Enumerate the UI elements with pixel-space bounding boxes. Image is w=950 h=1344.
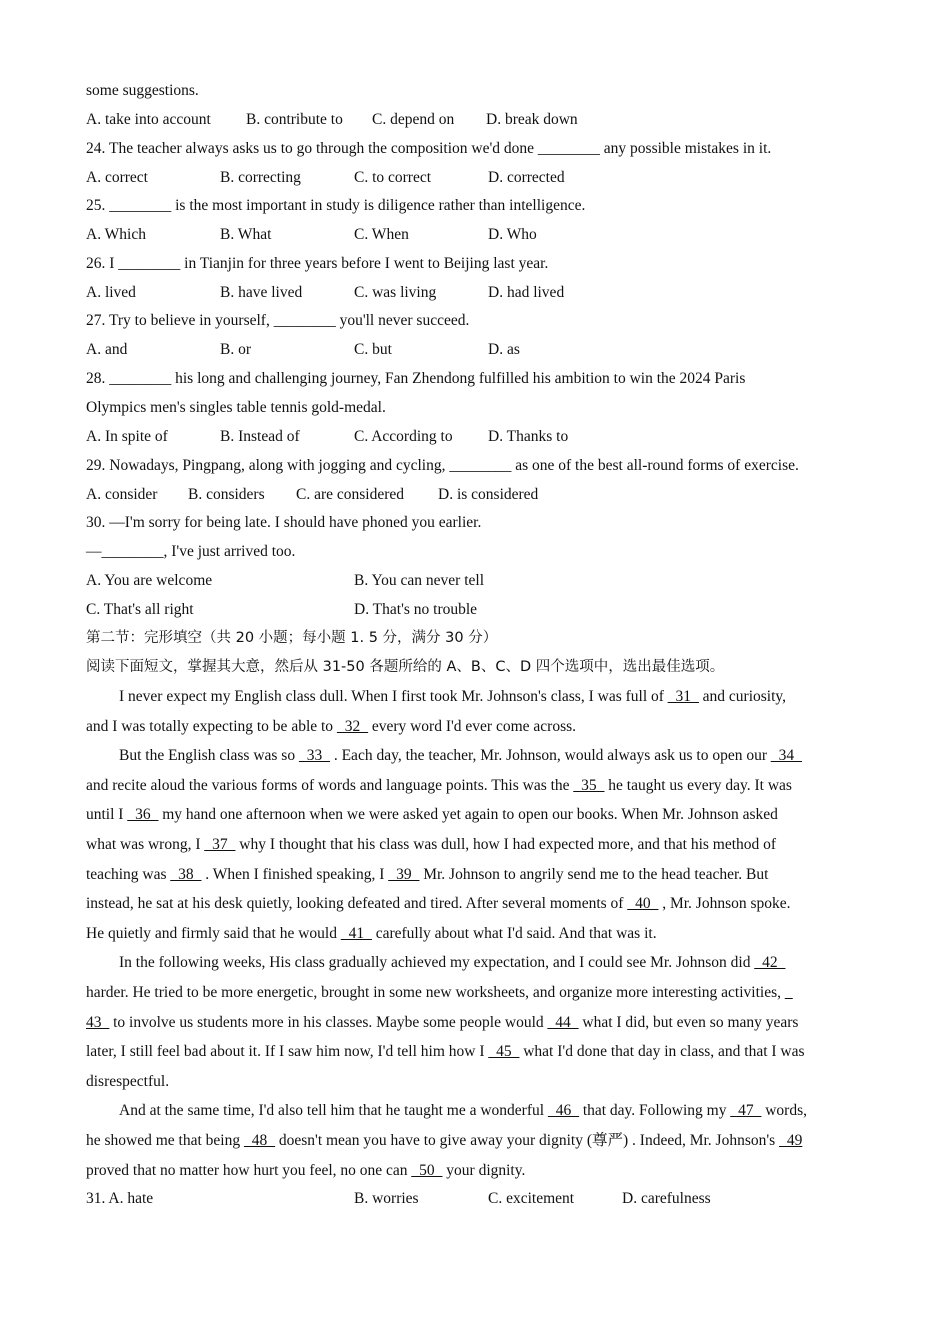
blank-31: _31_ — [667, 688, 699, 705]
section-instruction: 阅读下面短文，掌握其大意，然后从 31-50 各题所给的 A、B、C、D 四个选项中，选出最佳选项。 — [86, 659, 725, 675]
blank-36: _36_ — [127, 806, 159, 823]
blank-47: _47_ — [730, 1102, 762, 1119]
q28-option-b: B. Instead of — [220, 428, 300, 445]
q26-option-c: C. was living — [354, 284, 437, 301]
q31-option-b: B. worries — [354, 1190, 419, 1207]
q24-option-a: A. correct — [86, 169, 148, 186]
blank-42: _42_ — [754, 954, 786, 971]
q30-option-c: C. That's all right — [86, 601, 194, 618]
q26-option-d: D. had lived — [488, 284, 565, 301]
blank-39: _39_ — [388, 866, 420, 883]
q30-stem-line1: 30. —I'm sorry for being late. I should have phoned you earlier. — [86, 514, 482, 531]
q29-stem: 29. Nowadays, Pingpang, along with jogging and cycling, ________ as one of the best all-round forms of exercise. — [86, 457, 799, 474]
q27-option-d: D. as — [488, 341, 520, 358]
blank-43: 43_ — [86, 1014, 110, 1031]
blank-50: _50_ — [411, 1162, 443, 1179]
passage-line: disrespectful. — [86, 1073, 170, 1090]
blank-43-start: _ — [784, 984, 793, 1001]
section-title: 第二节：完形填空（共 20 小题；每小题 1. 5 分，满分 30 分） — [86, 630, 498, 646]
q28-option-c: C. According to — [354, 428, 453, 445]
q31-option-a: 31. A. hate — [86, 1190, 154, 1207]
passage-line: 43_ to involve us students more in his classes. Maybe some people would _44_ what I did, but even so many years — [86, 1014, 799, 1031]
passage-line: proved that no matter how hurt you feel, no one can _50_ your dignity. — [86, 1162, 526, 1179]
blank-38: _38_ — [170, 866, 202, 883]
blank-44: _44_ — [547, 1014, 579, 1031]
q23-option-a: A. take into account — [86, 111, 211, 128]
q25-option-b: B. What — [220, 226, 272, 243]
passage-line: later, I still feel bad about it. If I saw him now, I'd tell him how I _45_ what I'd done that day in class, and that I was — [86, 1043, 805, 1060]
q30-option-a: A. You are welcome — [86, 572, 213, 589]
blank-37: _37_ — [204, 836, 236, 853]
q24-stem: 24. The teacher always asks us to go through the composition we'd done ________ any possible mistakes in it. — [86, 140, 772, 157]
blank-46: _46_ — [547, 1102, 579, 1119]
q28-stem-line1: 28. ________ his long and challenging journey, Fan Zhendong fulfilled his ambition to win the 2024 Paris — [86, 370, 746, 387]
q25-option-a: A. Which — [86, 226, 146, 243]
q31-option-d: D. carefulness — [622, 1190, 711, 1207]
q28-option-a: A. In spite of — [86, 428, 168, 445]
q27-option-b: B. or — [220, 341, 251, 358]
blank-48: _48_ — [243, 1132, 275, 1149]
q28-stem-line2: Olympics men's singles table tennis gold-medal. — [86, 399, 386, 416]
q24-option-d: D. corrected — [488, 169, 565, 186]
passage-line: I never expect my English class dull. When I first took Mr. Johnson's class, I was full of _31_ and curiosity, — [119, 688, 787, 705]
blank-40: _40_ — [627, 895, 659, 912]
intro-tail: some suggestions. — [86, 82, 199, 99]
passage-line: harder. He tried to be more energetic, brought in some new worksheets, and organize more interesting activities, _ — [86, 984, 793, 1001]
passage-line: until I _36_ my hand one afternoon when we were asked yet again to open our books. When Mr. Johnson asked — [86, 806, 778, 823]
q29-option-a: A. consider — [86, 486, 158, 503]
blank-33: _33_ — [298, 747, 330, 764]
blank-34: _34_ — [770, 747, 802, 764]
q26-option-a: A. lived — [86, 284, 136, 301]
q25-option-d: D. Who — [488, 226, 537, 243]
q24-option-c: C. to correct — [354, 169, 432, 186]
passage-line: In the following weeks, His class gradually achieved my expectation, and I could see Mr. Johnson did _42_ — [119, 954, 786, 971]
q25-stem: 25. ________ is the most important in study is diligence rather than intelligence. — [86, 197, 586, 214]
passage-line: teaching was _38_ . When I finished speaking, I _39_ Mr. Johnson to angrily send me to the head teacher. But — [86, 866, 769, 883]
q24-option-b: B. correcting — [220, 169, 301, 186]
passage-line: But the English class was so _33_ . Each day, the teacher, Mr. Johnson, would always ask us to open our _34_ — [119, 747, 802, 764]
q23-option-b: B. contribute to — [246, 111, 343, 128]
q29-option-c: C. are considered — [296, 486, 405, 503]
passage-line: and I was totally expecting to be able to _32_ every word I'd ever come across. — [86, 718, 577, 735]
q27-stem: 27. Try to believe in yourself, ________ you'll never succeed. — [86, 312, 470, 329]
passage-line: he showed me that being _48_ doesn't mean you have to give away your dignity (尊严) . Indeed, Mr. Johnson's _49 — [86, 1132, 803, 1149]
q27-option-c: C. but — [354, 341, 392, 358]
blank-41: _41_ — [340, 925, 372, 942]
blank-49: _49 — [779, 1132, 803, 1149]
blank-35: _35_ — [573, 777, 605, 794]
passage-line: And at the same time, I'd also tell him that he taught me a wonderful _46_ that day. Following my _47_ words, — [119, 1102, 807, 1119]
q28-option-d: D. Thanks to — [488, 428, 569, 445]
q29-option-b: B. considers — [188, 486, 265, 503]
q26-option-b: B. have lived — [220, 284, 303, 301]
q30-option-d: D. That's no trouble — [354, 601, 478, 618]
blank-32: _32_ — [336, 718, 368, 735]
passage-line: instead, he sat at his desk quietly, looking defeated and tired. After several moments of _40_ , Mr. Johnson spoke. — [86, 895, 791, 912]
q30-stem-line2: —________, I've just arrived too. — [86, 543, 296, 560]
q31-option-c: C. excitement — [488, 1190, 575, 1207]
q27-option-a: A. and — [86, 341, 128, 358]
passage-line: and recite aloud the various forms of words and language points. This was the _35_ he taught us every day. It was — [86, 777, 792, 794]
passage-line: He quietly and firmly said that he would _41_ carefully about what I'd said. And that was it. — [86, 925, 657, 942]
q30-option-b: B. You can never tell — [354, 572, 485, 589]
q26-stem: 26. I ________ in Tianjin for three years before I went to Beijing last year. — [86, 255, 549, 272]
q23-option-d: D. break down — [486, 111, 578, 128]
q29-option-d: D. is considered — [438, 486, 539, 503]
blank-45: _45_ — [488, 1043, 520, 1060]
q25-option-c: C. When — [354, 226, 409, 243]
q23-option-c: C. depend on — [372, 111, 455, 128]
passage-line: what was wrong, I _37_ why I thought that his class was dull, how I had expected more, and that his method of — [86, 836, 777, 853]
